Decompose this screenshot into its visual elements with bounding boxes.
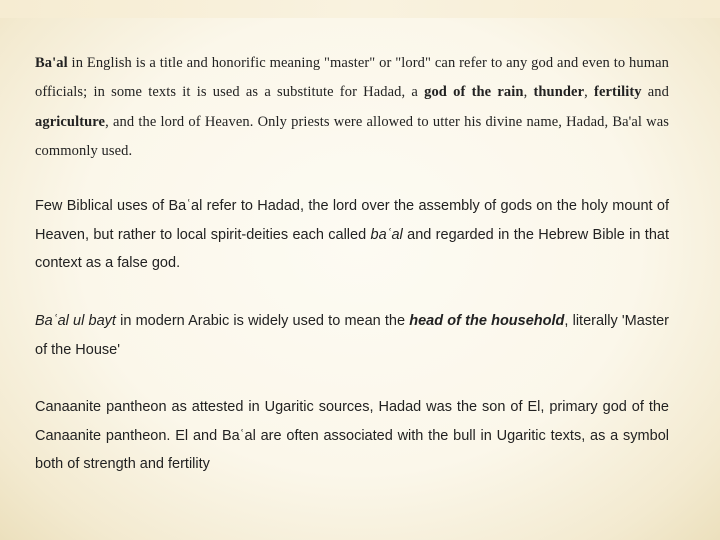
text-span: , xyxy=(523,84,534,101)
term-baal: Ba'al xyxy=(35,55,68,71)
text-span: and regarded in the Hebrew Bible in that context as a false god. xyxy=(35,226,669,271)
term-fertility: fertility xyxy=(594,84,642,101)
text-span: Few Biblical uses of Baʿal refer to Hadad, the lord over the assembly of gods on the holy mount of Heaven, but rather to local spirit-deities each called xyxy=(35,198,669,243)
term-baal-ul-bayt: Baʿal ul bayt xyxy=(35,313,116,329)
term-god-of-rain: god of the rain xyxy=(424,84,524,101)
text-span: Canaanite pantheon as attested in Ugaritic sources, Hadad was the son of El, primary god of the Canaanite pantheon. El and Baʿal are often associated with the bull in Ugaritic texts, as a symbol both of strength and fertility xyxy=(35,399,669,472)
paragraph-canaanite-pantheon xyxy=(35,393,669,479)
text-span: , literally 'Master of the House' xyxy=(35,313,669,358)
paragraph-baal-title xyxy=(35,49,669,166)
slide-top-border xyxy=(0,0,720,18)
term-thunder: thunder xyxy=(533,84,585,101)
text-span: , xyxy=(584,84,595,101)
text-span: in English is a title and honorific meaning "master" or "lord" can refer to any god and even to human officials; in some texts it is used as a substitute for Hadad, a xyxy=(35,55,669,101)
term-head-of-household: head of the household xyxy=(409,313,565,329)
paragraph-biblical-uses xyxy=(35,192,669,278)
text-span: , and the lord of Heaven. Only priests were allowed to utter his divine name, Hadad, Ba'al was commonly used. xyxy=(35,113,669,159)
paragraph-arabic-usage xyxy=(35,307,669,364)
text-span: and xyxy=(641,84,670,101)
term-baal-italic: baʿal xyxy=(370,226,403,243)
text-span: in modern Arabic is widely used to mean the xyxy=(115,313,410,329)
term-agriculture: agriculture xyxy=(35,113,106,130)
